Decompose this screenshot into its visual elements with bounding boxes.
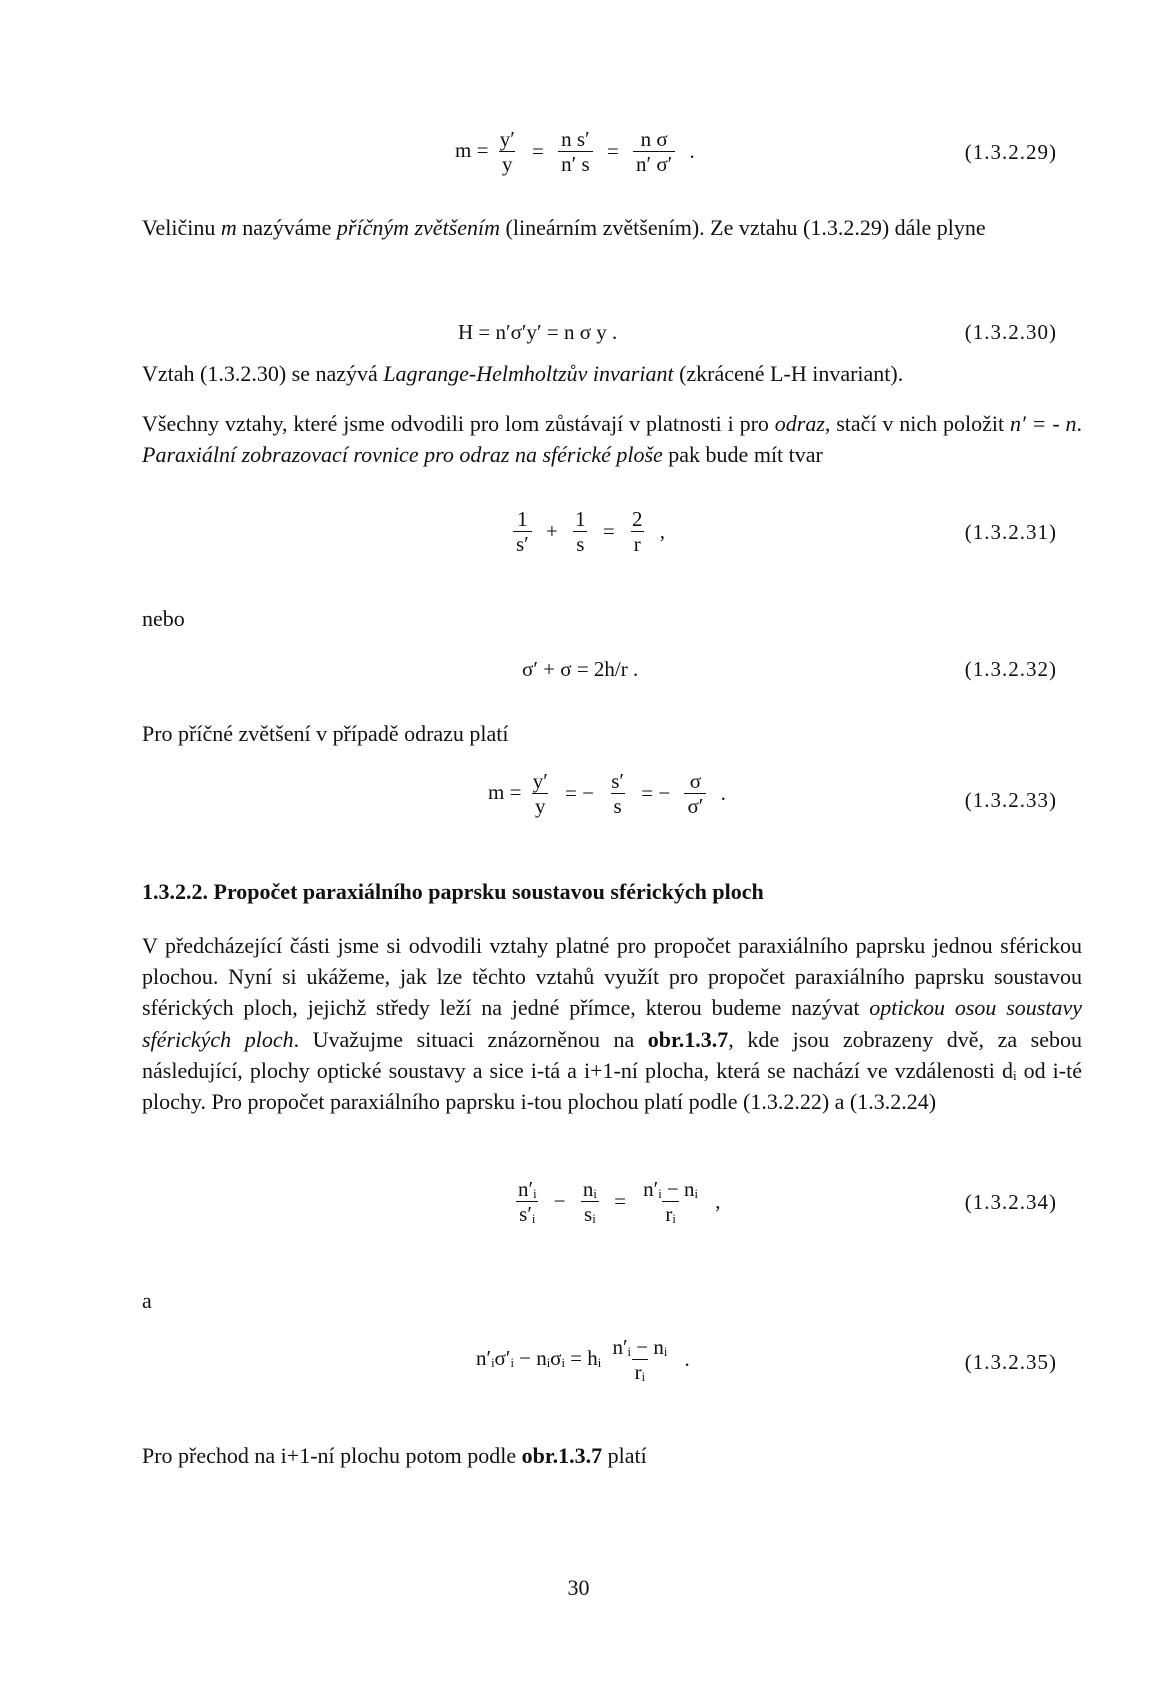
equation-body: $\frac{1}{s'}$ + $\frac{1}{s}$ = $\frac{2}{r}$ , <box>510 508 671 556</box>
equation-1-3-2-31 <box>0 508 1157 588</box>
equation-1-3-2-33 <box>0 770 1157 850</box>
fraction: $\frac{\text{n s′}}{n' s}$ <box>558 128 593 176</box>
equation-body: m = $\frac{y'}{y}$ = − $\frac{s'}{s}$ = − $\frac{\sigma}{\sigma'}$ . <box>488 769 726 819</box>
eq-lhs: m = <box>455 137 489 162</box>
equation-number: (1.3.2.33) <box>964 788 1057 812</box>
equation-number: (1.3.2.31) <box>964 520 1057 544</box>
fraction: $\frac{s'}{s}$ <box>611 769 624 819</box>
fraction: $\frac{y'}{y}$ <box>499 127 515 177</box>
equation-1-3-2-34 <box>0 1178 1157 1258</box>
equation-1-3-2-30 <box>0 318 1157 358</box>
equation-body: H = n′σ′y′ = n σ y . <box>458 320 618 344</box>
equation-number: (1.3.2.29) <box>964 140 1057 164</box>
paragraph-4: Pro příčné zvětšení v případě odrazu platí <box>142 721 509 746</box>
fraction: $\frac{1}{s}$ <box>575 507 586 557</box>
equation-number: (1.3.2.35) <box>964 1350 1057 1374</box>
fraction: $\frac{\text{n′ᵢ − nᵢ}}{\text{rᵢ}}$ <box>612 1335 668 1385</box>
fraction: $\frac{\text{nᵢ}}{\text{sᵢ}}$ <box>582 1177 597 1227</box>
section-heading: 1.3.2.2. Propočet paraxiálního paprsku soustavou sférických ploch <box>142 879 764 904</box>
equation-number: (1.3.2.32) <box>964 657 1057 681</box>
fraction: $\frac{\text{n′ᵢ}}{\text{s′ᵢ}}$ <box>518 1177 537 1227</box>
equation-body: σ′ + σ = 2h/r . <box>522 657 639 681</box>
fraction: $\frac{\text{n′ᵢ − nᵢ}}{\text{rᵢ}}$ <box>643 1177 698 1227</box>
paragraph-2: Vztah (1.3.2.30) se nazývá Lagrange-Helmholtzův invariant (zkrácené L-H invariant). <box>142 361 904 386</box>
fraction: $\frac{\sigma}{\sigma'}$ <box>684 770 706 818</box>
paragraph-5: V předcházející části jsme si odvodili vztahy platné pro propočet paraxiálního paprsku jednou sférickou plochou. Nyní si ukážeme, jak lze těchto vztahů využít pro propočet paraxiálního paprsku soustavou sférických ploch, jejichž středy leží na jedné přímce, kterou budeme nazývat optickou osou soustavy sférických ploch. Uvažujme situaci znázorněnou na obr.1.3.7, kde jsou zobrazeny dvě, za sebou následující, plochy optické soustavy a sice i-tá a i+1-ní plocha, která se nachází ve vzdálenosti dᵢ od i-té plochy. Pro propočet paraxiálního paprsku i-tou plochou platí podle (1.3.2.22) a (1.3.2.24) <box>142 933 1082 1115</box>
paragraph-6: Pro přechod na i+1-ní plochu potom podle obr.1.3.7 platí <box>142 1443 647 1468</box>
equation-body: $\frac{\text{n′ᵢ}}{\text{s′ᵢ}}$ − $\frac{\text{nᵢ}}{\text{sᵢ}}$ = $\frac{\text{n′ᵢ − nᵢ}}{\text{rᵢ}}$ , <box>512 1178 726 1226</box>
paragraph-1: Veličinu m nazýváme příčným zvětšením (lineárním zvětšením). Ze vztahu (1.3.2.29) dále plyne <box>142 215 986 240</box>
equation-number: (1.3.2.34) <box>964 1190 1057 1214</box>
equation-number: (1.3.2.30) <box>964 320 1057 344</box>
fraction: $\frac{\text{n σ}}{n' \sigma'}$ <box>633 128 675 176</box>
equation-1-3-2-35 <box>0 1336 1157 1416</box>
equation-1-3-2-32 <box>0 655 1157 695</box>
equation-body: m = $\frac{y'}{y}$ = $\frac{\text{n s′}}{n' s}$ = $\frac{\text{n σ}}{n' \sigma'}$ . <box>455 127 695 177</box>
page-number: 30 <box>567 1575 590 1600</box>
fraction: $\frac{1}{s'}$ <box>513 508 532 556</box>
paragraph-3: Všechny vztahy, které jsme odvodili pro lom zůstávají v platnosti i pro odraz, stačí v nich položit n′ = - n. Paraxiální zobrazovací rovnice pro odraz na sférické ploše pak bude mít tvar <box>142 411 1083 468</box>
equation-1-3-2-29 <box>0 128 1157 208</box>
fraction: $\frac{2}{r}$ <box>631 507 643 557</box>
fraction: $\frac{y'}{y}$ <box>532 769 548 819</box>
equation-body: n′ᵢσ′ᵢ − nᵢσᵢ = hᵢ $\frac{\text{n′ᵢ − nᵢ}}{\text{rᵢ}}$ . <box>476 1335 690 1385</box>
word-nebo: nebo <box>142 606 185 631</box>
word-a: a <box>142 1288 152 1313</box>
eq-lhs: n′ᵢσ′ᵢ − nᵢσᵢ = hᵢ <box>476 1345 602 1370</box>
eq-lhs: m = <box>488 779 522 804</box>
